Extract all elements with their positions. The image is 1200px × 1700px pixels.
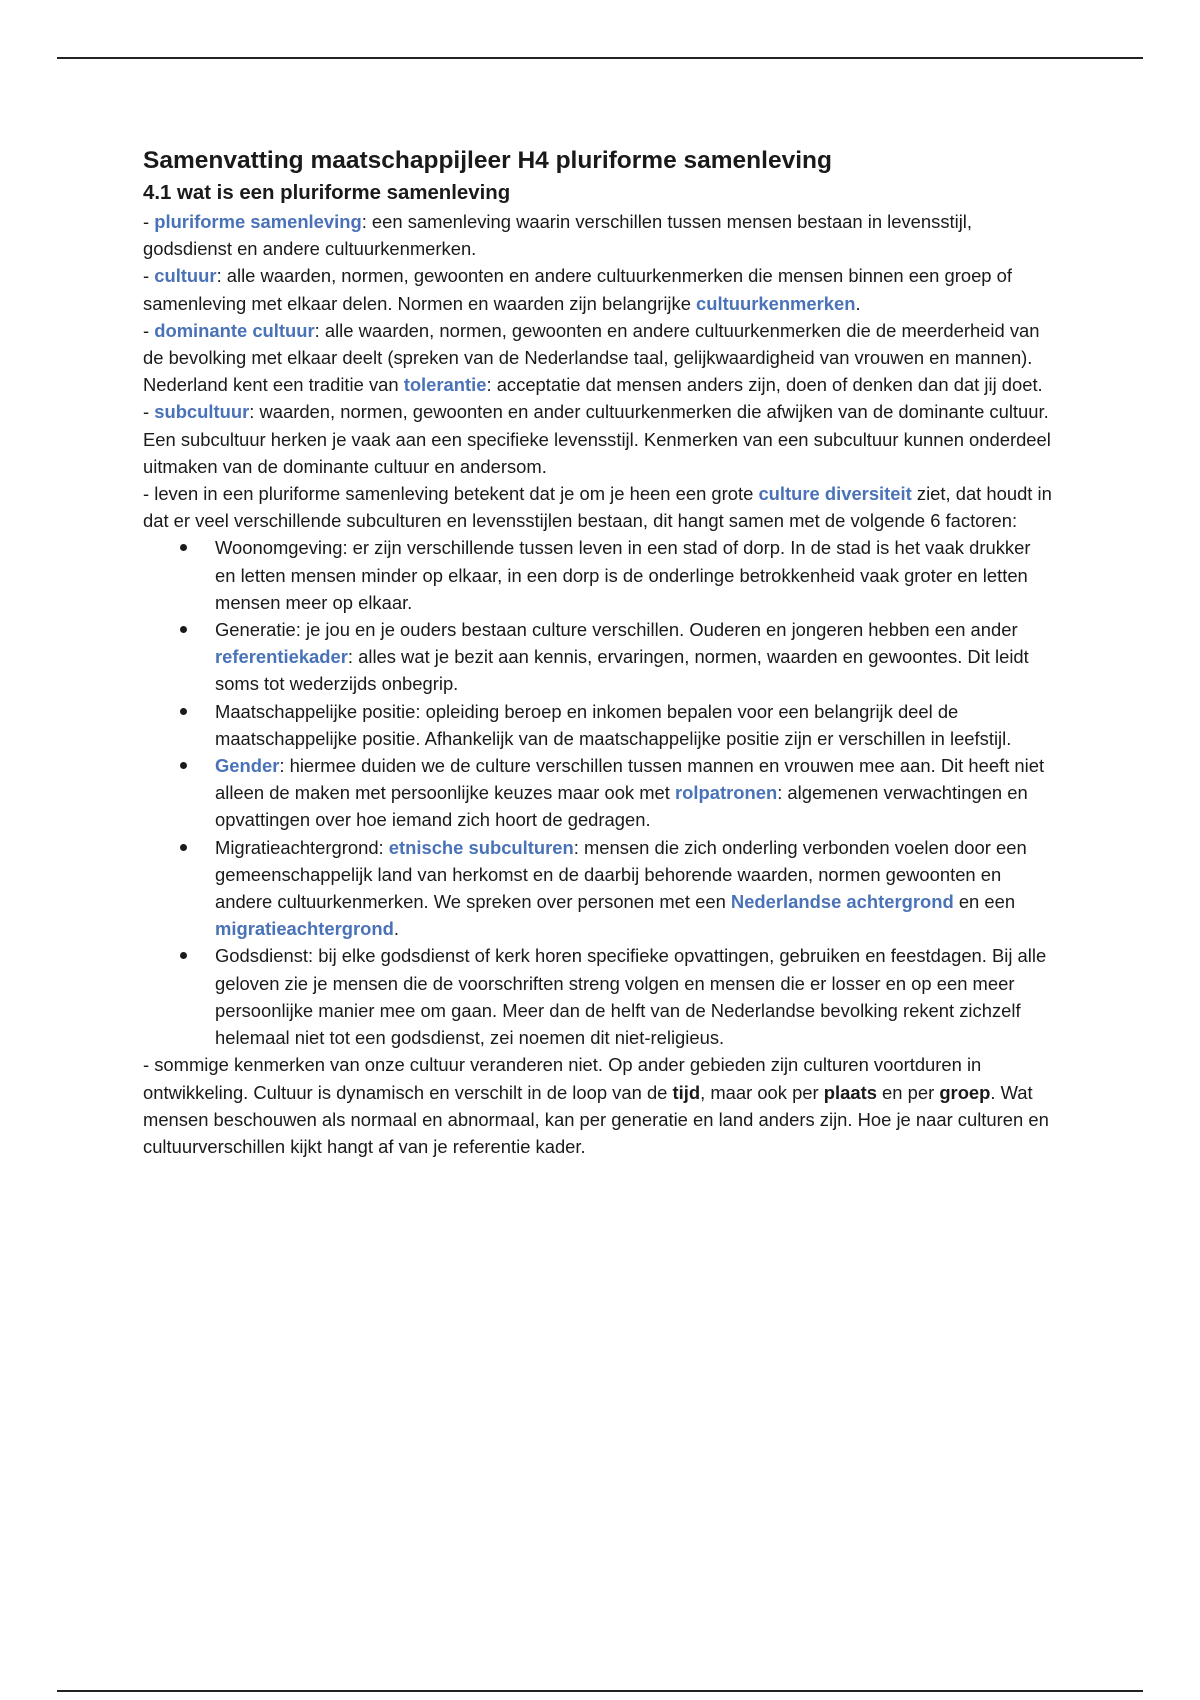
term-etnische-subculturen: etnische subculturen — [388, 836, 574, 858]
definition-dominante-cultuur — [143, 317, 1055, 399]
factor-text: : alles wat je bezit aan kennis, ervaringen, normen, waarden en gewoontes. Dit leidt soms tot wederzijds onbegrip. — [215, 646, 1029, 695]
term-gender: Gender — [215, 755, 280, 777]
factor-text: : mensen die zich onderling verbonden voelen door een gemeenschappelijk land van herkomst en de daarbij behorende waarden, normen gewoonten en andere cultuurkenmerken. We spreken over personen met een — [215, 836, 1027, 913]
definition-subcultuur — [143, 398, 1055, 480]
dash: - — [143, 319, 155, 341]
factor-text: : algemenen verwachtingen en opvattingen over hoe iemand zich hoort de gedragen. — [215, 782, 1028, 831]
factor-text: en een — [953, 891, 1016, 913]
definition-tail: . — [855, 292, 861, 314]
definition-text: : waarden, normen, gewoonten en ander cultuurkenmerken die afwijken van de dominante cultuur. Een subcultuur herken je vaak aan een specifieke levensstijl. Kenmerken van een subcultuur kunnen onderdeel uitmaken van de dominante cultuur en andersom. — [143, 401, 1051, 477]
factor-text: : hiermee duiden we de culture verschillen tussen mannen en vrouwen mee aan. Dit heeft niet alleen de maken met persoonlijke keuzes maar ook met — [215, 755, 1045, 804]
term-subcultuur: subcultuur — [154, 401, 250, 423]
definition-text: : een samenleving waarin verschillen tussen mensen bestaan in levensstijl, godsdienst en andere cultuurkenmerken. — [143, 211, 972, 260]
closing-text: en per — [876, 1081, 940, 1103]
term-dominante-cultuur: dominante cultuur — [154, 319, 315, 341]
term-migratieachtergrond: migratieachtergrond — [215, 918, 394, 940]
section-heading: 4.1 wat is een pluriforme samenleving — [143, 182, 511, 204]
term-rolpatronen: rolpatronen — [675, 782, 778, 804]
list-item-maatschappelijke-positie — [215, 698, 1055, 752]
factor-text: . — [393, 918, 399, 940]
list-item-migratieachtergrond — [215, 834, 1055, 943]
factor-text: Generatie: je jou en je ouders bestaan culture verschillen. Ouderen en jongeren hebben een ander — [215, 619, 1018, 641]
emphasis-plaats: plaats — [823, 1081, 877, 1103]
list-item-generatie — [215, 616, 1055, 698]
term-nederlandse-achtergrond: Nederlandse achtergrond — [730, 891, 954, 913]
document-title: Samenvatting maatschappijleer H4 pluriforme samenleving — [143, 147, 832, 174]
factor-text: Godsdienst: bij elke godsdienst of kerk horen specifieke opvattingen, gebruiken en feestdagen. Bij alle geloven zie je mensen die de voorschriften streng volgen en mensen die er losser en op een meer persoonlijke manier mee om gaan. Meer dan de helft van de Nederlandse bevolking rekent zichzelf helemaal niet tot een godsdienst, zei noemen dit niet-religieus. — [215, 945, 1047, 1049]
definition-cultuur — [143, 262, 1055, 316]
emphasis-groep: groep — [939, 1081, 991, 1103]
term-pluriforme-samenleving: pluriforme samenleving — [154, 211, 362, 232]
term-cultuurkenmerken: cultuurkenmerken — [696, 292, 856, 314]
emphasis-tijd: tijd — [672, 1081, 701, 1103]
intro-text: - leven in een pluriforme samenleving betekent dat je om je heen een grote — [143, 483, 759, 505]
closing-text: . Wat mensen beschouwen als normaal en abnormaal, kan per generatie en land anders zijn. Hoe je naar culturen en cultuurverschillen kijkt hangt af van je referentie kader. — [143, 1081, 1049, 1157]
definition-text: : alle waarden, normen, gewoonten en andere cultuurkenmerken die de meerderheid van de bevolking met elkaar deelt (spreken van de Nederlandse taal, gelijkwaardigheid van vrouwen en mannen). Nederland kent een traditie van — [143, 319, 1040, 396]
term-cultuur: cultuur — [154, 265, 217, 287]
dash: - — [143, 265, 155, 287]
header-rule — [57, 57, 1143, 59]
dash: - — [143, 401, 155, 423]
list-item-gender — [215, 752, 1055, 834]
footer-rule — [57, 1690, 1143, 1692]
factor-text: Migratieachtergrond: — [215, 836, 389, 858]
definition-text: : alle waarden, normen, gewoonten en andere cultuurkenmerken die mensen binnen een groep of samenleving met elkaar delen. Normen en waarden zijn belangrijke — [143, 265, 1012, 314]
dash: - — [143, 211, 155, 232]
factor-text: Woonomgeving: er zijn verschillende tussen leven in een stad of dorp. In de stad is het vaak drukker en letten mensen minder op elkaar, in een dorp is de onderlinge betrokkenheid vaak groter en letten mensen meer op elkaar. — [215, 537, 1031, 613]
intro-tail: ziet, dat houdt in dat er veel verschillende subculturen en levensstijlen bestaan, dit hangt samen met de volgende 6 factoren: — [143, 483, 1052, 532]
document-body — [143, 144, 1055, 1160]
definition-tail: : acceptatie dat mensen anders zijn, doen of denken dan dat jij doet. — [486, 374, 1043, 396]
factors-list — [143, 534, 1055, 1051]
closing-paragraph — [143, 1051, 1055, 1160]
diversity-intro — [143, 480, 1055, 534]
factor-text: Maatschappelijke positie: opleiding beroep en inkomen bepalen voor een belangrijk deel de maatschappelijke positie. Afhankelijk van de maatschappelijke positie zijn er verschillen in leefstijl. — [215, 700, 1012, 749]
closing-text: - sommige kenmerken van onze cultuur veranderen niet. Op ander gebieden zijn culturen voortduren in ontwikkeling. Cultuur is dynamisch en verschilt in de loop van de — [143, 1054, 982, 1103]
list-item-woonomgeving — [215, 534, 1055, 616]
definition-pluriforme-samenleving — [143, 208, 1055, 262]
list-item-godsdienst — [215, 942, 1055, 1051]
closing-text: , maar ook per — [700, 1081, 824, 1103]
term-tolerantie: tolerantie — [403, 374, 487, 396]
term-referentiekader: referentiekader — [215, 646, 348, 668]
term-culture-diversiteit: culture diversiteit — [758, 483, 912, 505]
